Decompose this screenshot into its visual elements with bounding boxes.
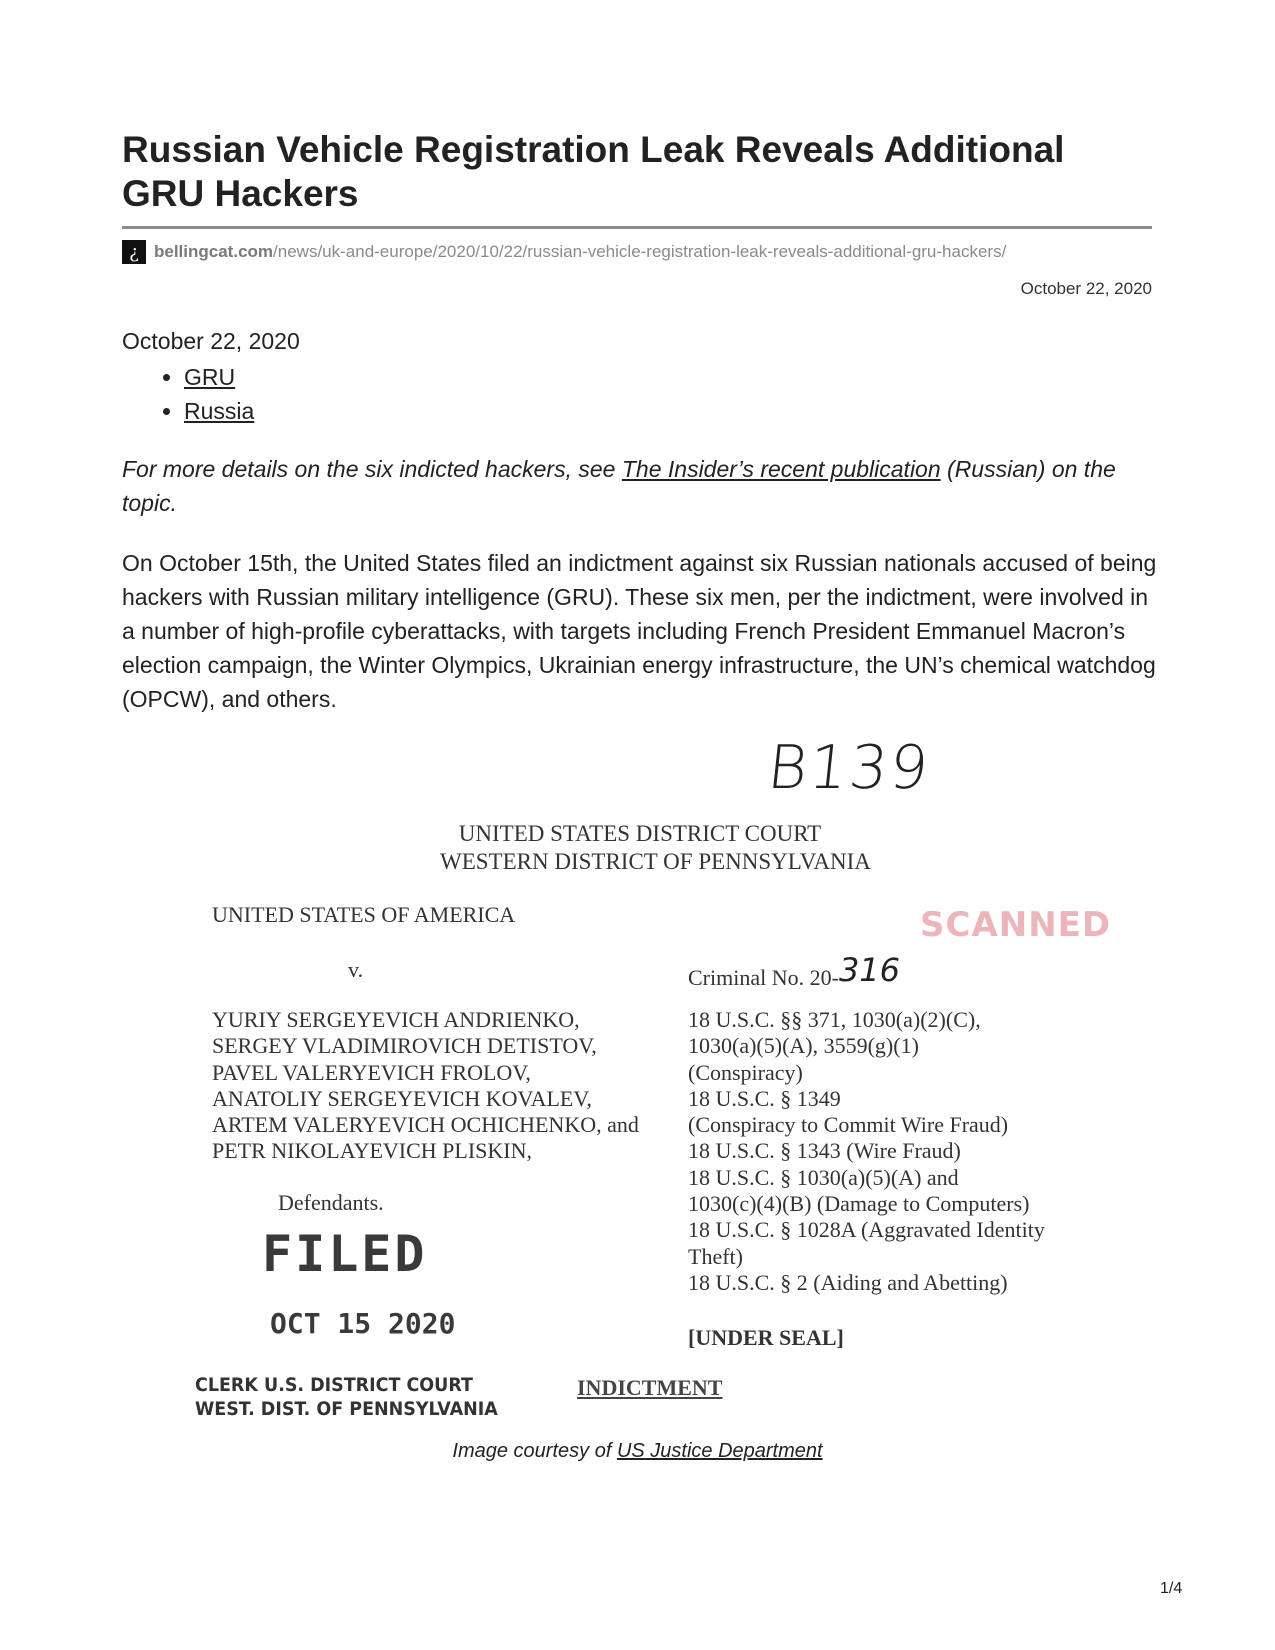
criminal-number bbox=[688, 951, 901, 993]
statute-line: (Conspiracy) bbox=[688, 1059, 803, 1085]
statute-line: 18 U.S.C. § 1028A (Aggravated Identity bbox=[688, 1217, 1045, 1243]
tag-list bbox=[140, 360, 254, 428]
clerk-line-2: WEST. DIST. OF PENNSYLVANIA bbox=[195, 1398, 498, 1420]
court-line-1: UNITED STATES DISTRICT COURT bbox=[458, 821, 822, 846]
defendant-name: YURIY SERGEYEVICH ANDRIENKO, bbox=[212, 1007, 580, 1032]
tag-item bbox=[184, 360, 254, 394]
defendant-name: SERGEY VLADIMIROVICH DETISTOV, bbox=[212, 1033, 597, 1059]
handwritten-number: B139 bbox=[764, 733, 934, 803]
article-date: October 22, 2020 bbox=[122, 328, 300, 354]
criminal-number-label: Criminal No. 20- bbox=[688, 965, 839, 990]
statute-line: 18 U.S.C. § 1349 bbox=[688, 1085, 841, 1111]
indictment-heading: INDICTMENT bbox=[577, 1375, 723, 1400]
court-name bbox=[440, 820, 871, 876]
plaintiff: UNITED STATES OF AMERICA bbox=[212, 902, 516, 927]
indictment-image bbox=[140, 725, 1140, 1495]
statute-line: 18 U.S.C. §§ 371, 1030(a)(2)(C), bbox=[688, 1007, 981, 1032]
source-link[interactable] bbox=[154, 242, 1006, 262]
body-paragraph: On October 15th, the United States filed an indictment against six Russian nationals accused of being hackers with Russian military intelligence (GRU). These six men, per the indictment, were involved in a number of high-profile cyberattacks, with targets including French President Emmanuel Macron’s election campaign, the Winter Olympics, Ukrainian energy infrastructure, the UN’s chemical watchdog (OPCW), and others. bbox=[122, 550, 1157, 712]
insider-publication-link[interactable]: The Insider’s recent publication bbox=[621, 456, 941, 482]
statute-line: Theft) bbox=[688, 1243, 743, 1269]
statute-line: 18 U.S.C. § 1343 (Wire Fraud) bbox=[688, 1138, 961, 1164]
statute-line: 18 U.S.C. § 1030(a)(5)(A) and bbox=[688, 1164, 959, 1190]
tag-item bbox=[184, 394, 254, 428]
bellingcat-favicon-icon: ¿ bbox=[122, 240, 146, 264]
statutes-list bbox=[688, 1007, 1045, 1296]
clerk-line-1: CLERK U.S. DISTRICT COURT bbox=[195, 1374, 473, 1396]
note-prefix: For more details on the six indicted hackers, see bbox=[122, 456, 622, 482]
defendant-name: PETR NIKOLAYEVICH PLISKIN, bbox=[212, 1138, 533, 1164]
title-divider bbox=[122, 226, 1152, 229]
filed-date-stamp: OCT 15 2020 bbox=[270, 1307, 456, 1340]
defendant-name: ANATOLIY SERGEYEVICH KOVALEV, bbox=[212, 1085, 592, 1111]
criminal-number-handwritten: 316 bbox=[838, 951, 901, 989]
defendants-list bbox=[212, 1007, 639, 1165]
versus: v. bbox=[348, 957, 364, 982]
page-number: 1/4 bbox=[1160, 1580, 1183, 1597]
image-caption bbox=[0, 1440, 1275, 1463]
statute-line: 18 U.S.C. § 2 (Aiding and Abetting) bbox=[688, 1269, 1008, 1295]
statute-line: 1030(a)(5)(A), 3559(g)(1) bbox=[688, 1033, 919, 1059]
scanned-stamp: SCANNED bbox=[920, 905, 1112, 945]
caption-prefix: Image courtesy of bbox=[452, 1440, 617, 1462]
under-seal: [UNDER SEAL] bbox=[688, 1325, 844, 1350]
filed-stamp: FILED bbox=[262, 1225, 428, 1283]
defendants-label: Defendants. bbox=[278, 1190, 384, 1215]
tag-link-russia[interactable]: Russia bbox=[184, 398, 255, 424]
statute-line: 1030(c)(4)(B) (Damage to Computers) bbox=[688, 1191, 1030, 1217]
tag-link-gru[interactable]: GRU bbox=[184, 364, 236, 390]
note-suffix: (Russian) on the topic. bbox=[122, 456, 1116, 516]
source-path: /news/uk-and-europe/2020/10/22/russian-vehicle-registration-leak-reveals-additional-gru-hackers/ bbox=[273, 242, 1007, 261]
justice-department-link[interactable]: US Justice Department bbox=[616, 1440, 823, 1462]
court-line-2: WESTERN DISTRICT OF PENNSYLVANIA bbox=[440, 849, 871, 874]
source-row bbox=[122, 240, 1006, 264]
published-date: October 22, 2020 bbox=[1020, 279, 1152, 298]
source-domain: bellingcat.com bbox=[154, 242, 274, 261]
article-title: Russian Vehicle Registration Leak Reveals Additional GRU Hackers bbox=[122, 129, 1065, 214]
defendant-name: ARTEM VALERYEVICH OCHICHENKO, and bbox=[212, 1112, 639, 1138]
defendant-name: PAVEL VALERYEVICH FROLOV, bbox=[212, 1059, 531, 1085]
statute-line: (Conspiracy to Commit Wire Fraud) bbox=[688, 1112, 1009, 1138]
clerk-stamp bbox=[195, 1373, 498, 1421]
italic-note bbox=[122, 452, 1152, 520]
